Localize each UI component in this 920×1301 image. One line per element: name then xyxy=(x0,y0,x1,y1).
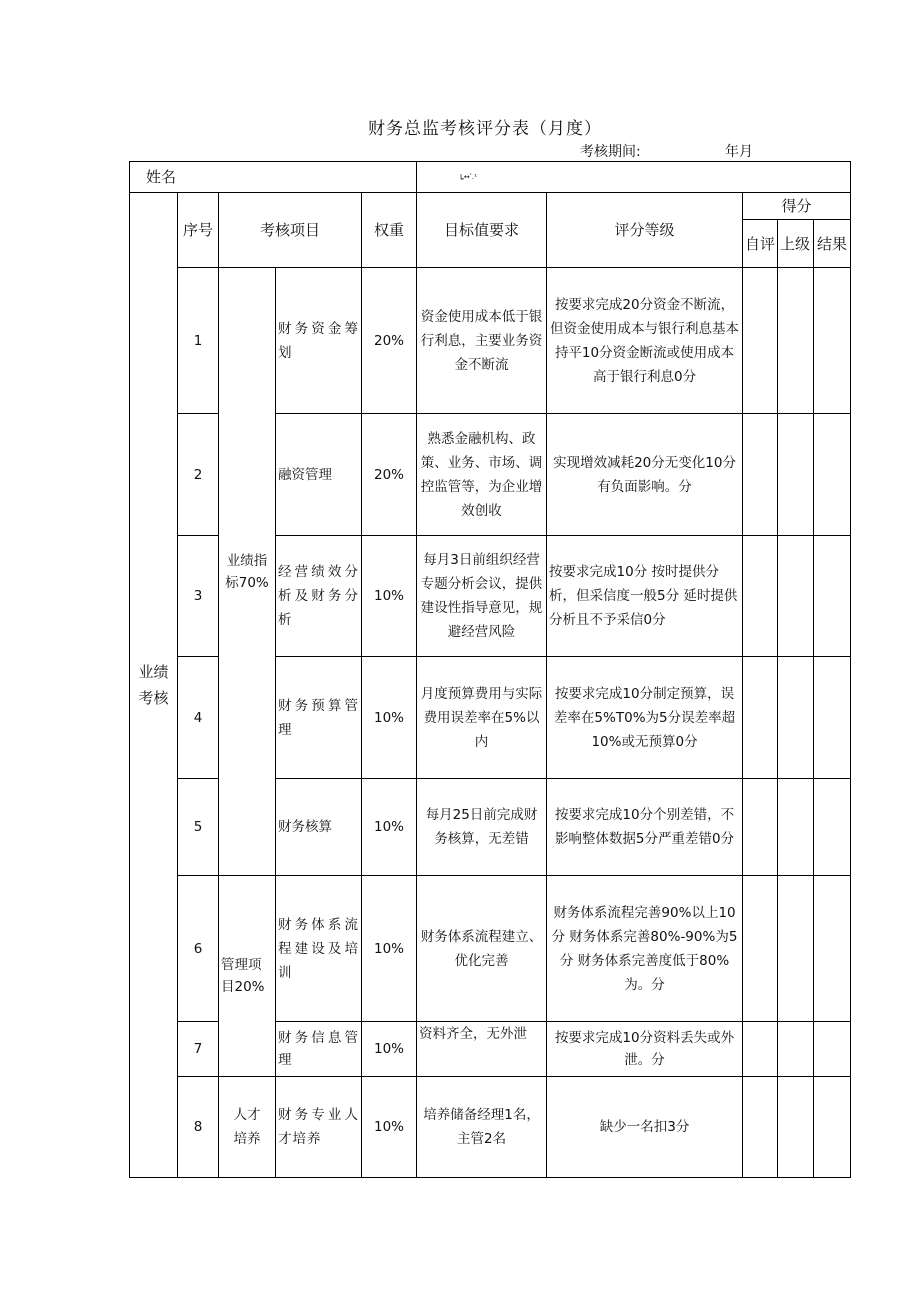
row-self-score[interactable] xyxy=(743,414,778,536)
header-target: 目标值要求 xyxy=(417,193,547,268)
group-performance: 业绩指标70% xyxy=(219,268,276,876)
row-self-score[interactable] xyxy=(743,1077,778,1178)
row-grade: 缺少一名扣3分 xyxy=(547,1077,743,1178)
row-seq: 3 xyxy=(178,536,219,657)
row-item: 财务资金筹划 xyxy=(276,268,362,414)
table-row xyxy=(130,268,851,414)
row-self-score[interactable] xyxy=(743,876,778,1022)
row-target: 财务体系流程建立、优化完善 xyxy=(417,876,547,1022)
assessment-period xyxy=(580,141,753,161)
table-row xyxy=(130,876,851,1022)
row-seq: 6 xyxy=(178,876,219,1022)
category-label: 业绩考核 xyxy=(130,193,178,1178)
row-grade: 按要求完成20分资金不断流，但资金使用成本与银行利息基本持平10分资金断流或使用成本高于银行利息0分 xyxy=(547,268,743,414)
row-superior-score[interactable] xyxy=(778,1077,814,1178)
row-target: 培养储备经理1名，主管2名 xyxy=(417,1077,547,1178)
row-result[interactable] xyxy=(814,268,851,414)
row-item: 财务核算 xyxy=(276,779,362,876)
row-weight: 10% xyxy=(362,876,417,1022)
row-target: 资料齐全，无外泄 xyxy=(417,1022,547,1077)
row-grade: 按要求完成10分个别差错，不影响整体数据5分严重差错0分 xyxy=(547,779,743,876)
row-result[interactable] xyxy=(814,536,851,657)
row-target: 每月25日前完成财务核算，无差错 xyxy=(417,779,547,876)
row-target: 每月3日前组织经营专题分析会议，提供建设性指导意见，规避经营风险 xyxy=(417,536,547,657)
row-item: 财务专业人才培养 xyxy=(276,1077,362,1178)
row-superior-score[interactable] xyxy=(778,414,814,536)
header-result: 结果 xyxy=(814,220,851,268)
row-seq: 2 xyxy=(178,414,219,536)
row-superior-score[interactable] xyxy=(778,268,814,414)
row-result[interactable] xyxy=(814,414,851,536)
header-row-1 xyxy=(130,193,851,220)
row-item: 财务预算管理 xyxy=(276,657,362,779)
header-weight: 权重 xyxy=(362,193,417,268)
name-row xyxy=(130,162,851,193)
row-weight: 10% xyxy=(362,1077,417,1178)
row-grade: 按要求完成10分资料丢失或外泄。分 xyxy=(547,1022,743,1077)
period-label: 考核期间: xyxy=(580,144,641,160)
row-target: 月度预算费用与实际费用误差率在5%以内 xyxy=(417,657,547,779)
name-value[interactable]: Ḻ↔ʹ․¹ xyxy=(417,162,851,193)
row-result[interactable] xyxy=(814,657,851,779)
row-superior-score[interactable] xyxy=(778,779,814,876)
name-label: 姓名 xyxy=(130,162,417,193)
row-seq: 5 xyxy=(178,779,219,876)
header-self: 自评 xyxy=(743,220,778,268)
header-grade: 评分等级 xyxy=(547,193,743,268)
row-weight: 20% xyxy=(362,268,417,414)
row-seq: 4 xyxy=(178,657,219,779)
row-item: 经营绩效分析及财务分析 xyxy=(276,536,362,657)
row-self-score[interactable] xyxy=(743,1022,778,1077)
row-result[interactable] xyxy=(814,779,851,876)
row-item: 融资管理 xyxy=(276,414,362,536)
row-seq: 8 xyxy=(178,1077,219,1178)
row-weight: 10% xyxy=(362,536,417,657)
row-grade: 按要求完成10分制定预算，误差率在5%T0%为5分误差率超10%或无预算0分 xyxy=(547,657,743,779)
row-grade: 实现增效减耗20分无变化10分有负面影响。分 xyxy=(547,414,743,536)
row-result[interactable] xyxy=(814,1077,851,1178)
row-grade: 财务体系流程完善90%以上10分 财务体系完善80%-90%为5分 财务体系完善度低于80%为。分 xyxy=(547,876,743,1022)
header-score: 得分 xyxy=(743,193,851,220)
row-result[interactable] xyxy=(814,1022,851,1077)
row-weight: 10% xyxy=(362,779,417,876)
row-superior-score[interactable] xyxy=(778,536,814,657)
row-self-score[interactable] xyxy=(743,268,778,414)
row-target: 资金使用成本低于银行利息，主要业务资金不断流 xyxy=(417,268,547,414)
row-seq: 7 xyxy=(178,1022,219,1077)
row-item: 财务信息管理 xyxy=(276,1022,362,1077)
group-management: 管理项目20% xyxy=(219,876,276,1077)
row-self-score[interactable] xyxy=(743,779,778,876)
assessment-table xyxy=(129,161,851,1178)
header-seq: 序号 xyxy=(178,193,219,268)
header-item: 考核项目 xyxy=(219,193,362,268)
row-superior-score[interactable] xyxy=(778,1022,814,1077)
row-item: 财务体系流程建设及培训 xyxy=(276,876,362,1022)
row-weight: 20% xyxy=(362,414,417,536)
row-target: 熟悉金融机构、政策、业务、市场、调控监管等，为企业增效创收 xyxy=(417,414,547,536)
row-weight: 10% xyxy=(362,1022,417,1077)
row-result[interactable] xyxy=(814,876,851,1022)
row-weight: 10% xyxy=(362,657,417,779)
row-self-score[interactable] xyxy=(743,657,778,779)
row-self-score[interactable] xyxy=(743,536,778,657)
document-title: 财务总监考核评分表（月度） xyxy=(368,119,602,139)
row-grade: 按要求完成10分 按时提供分析，但采信度一般5分 延时提供分析且不予采信0分 xyxy=(547,536,743,657)
row-seq: 1 xyxy=(178,268,219,414)
row-superior-score[interactable] xyxy=(778,657,814,779)
period-unit: 年月 xyxy=(725,144,753,160)
row-superior-score[interactable] xyxy=(778,876,814,1022)
table-row xyxy=(130,1077,851,1178)
header-superior: 上级 xyxy=(778,220,814,268)
group-talent: 人才培养 xyxy=(219,1077,276,1178)
